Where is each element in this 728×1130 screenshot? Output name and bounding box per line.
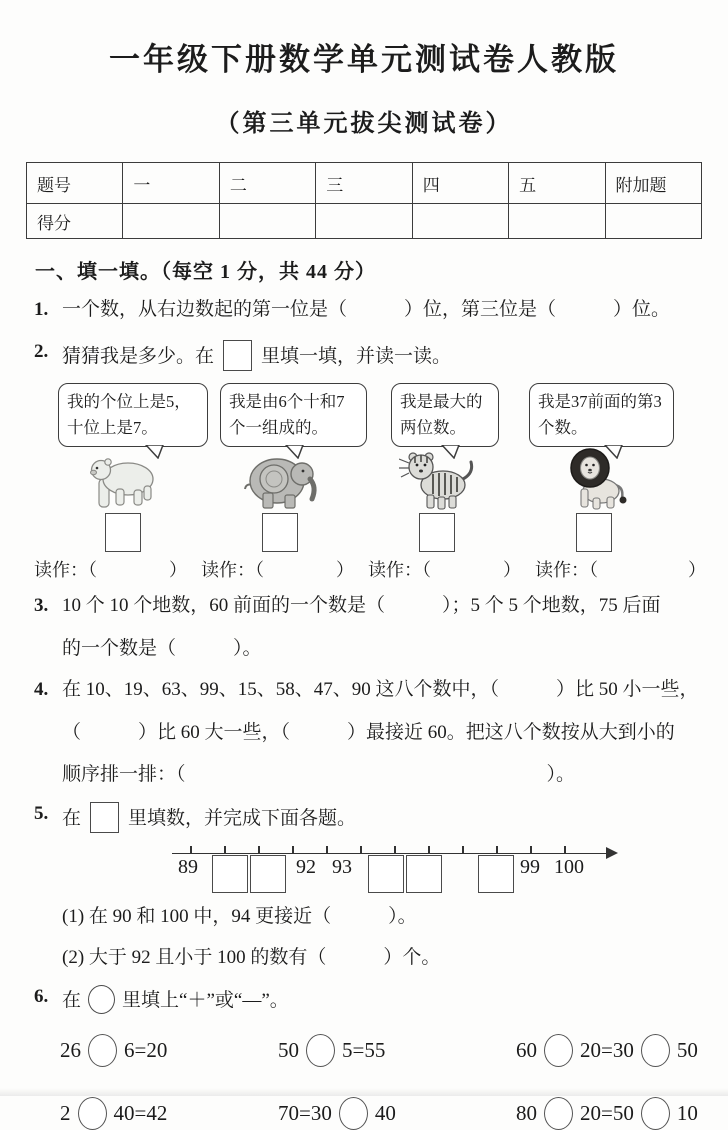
- equation-text: 60: [516, 1038, 537, 1063]
- question-4: [0, 678, 728, 788]
- equation-text: 5=55: [342, 1038, 386, 1063]
- equation: [60, 1034, 278, 1067]
- question-2-number: 2.: [34, 340, 49, 362]
- duzuo-row: [34, 556, 728, 582]
- score-table-header-label: 题号: [27, 163, 123, 204]
- question-6-number: 6.: [34, 986, 49, 1008]
- equation-text: 10: [676, 1101, 698, 1126]
- answer-box[interactable]: [576, 513, 612, 552]
- operator-circle[interactable]: [306, 1034, 335, 1067]
- page-title: 一年级下册数学单元测试卷人教版: [109, 42, 619, 77]
- speech-bubble-2-text: 我是由6个十和7个一组成的。: [229, 391, 345, 438]
- equation: [278, 1097, 516, 1130]
- question-5-sub-1-text: (1) 在 90 和 100 中，94 更接近（ ）。: [62, 905, 417, 927]
- equation-text: 2: [60, 1101, 71, 1126]
- answer-box[interactable]: [478, 855, 514, 893]
- question-1-number: 1.: [34, 299, 49, 320]
- equation-text: 20=50: [580, 1101, 634, 1126]
- question-6-text-post: 里填上“＋”或“—”。: [122, 990, 289, 1012]
- question-5-sub-2-text: (2) 大于 92 且小于 100 的数有（ ）个。: [62, 946, 441, 968]
- speech-bubble-4: [529, 383, 674, 448]
- page-subtitle: （第三单元拔尖测试卷）: [215, 111, 513, 137]
- equation-text: 50: [278, 1038, 299, 1063]
- score-cell[interactable]: [219, 204, 315, 239]
- number-line-arrow-icon: [606, 847, 618, 859]
- question-5: [0, 802, 728, 833]
- question-4-line-1: 在 10、19、63、99、15、58、47、90 这八个数中，（ ）比 50 小一些，: [62, 678, 699, 700]
- operator-circle[interactable]: [78, 1097, 107, 1130]
- question-3-line-1: 10 个 10 个地数，60 前面的一个数是（ ）；5 个 5 个地数，75 后面: [62, 595, 661, 617]
- operator-circle[interactable]: [641, 1034, 670, 1067]
- answer-box[interactable]: [406, 855, 442, 893]
- equation: [516, 1097, 728, 1130]
- number-line-label: 89: [178, 855, 198, 878]
- duzuo-blank-3: 读作：（ ）: [368, 560, 521, 581]
- score-cell[interactable]: [412, 204, 508, 239]
- score-cell[interactable]: [316, 204, 412, 239]
- question-6: [0, 985, 728, 1014]
- question-4-line-3: 顺序排一排：（ ）。: [62, 764, 576, 786]
- operator-circle[interactable]: [88, 985, 115, 1014]
- question-2-text-post: 里填一填，并读一读。: [261, 345, 452, 367]
- answer-box[interactable]: [250, 855, 286, 893]
- section-1-heading: 一、填一填。（每空 1 分，共 44 分）: [35, 261, 376, 283]
- equation-text: 70=30: [278, 1101, 332, 1126]
- duzuo-blank-2: 读作：（ ）: [201, 560, 354, 581]
- operator-circle[interactable]: [544, 1034, 573, 1067]
- bubble-tail: [441, 445, 461, 459]
- bubble-tail: [145, 445, 165, 459]
- question-5-sub-2: [0, 946, 728, 971]
- lion-icon: [557, 451, 631, 511]
- animal-cell-tiger: [358, 451, 515, 552]
- score-table-score-label: 得分: [27, 204, 123, 239]
- question-5-text-post: 里填数，并完成下面各题。: [128, 807, 357, 829]
- question-2-text-pre: 猜猜我是多少。在: [62, 345, 215, 367]
- equation-text: 20=30: [580, 1038, 634, 1063]
- equation-grid: [60, 1034, 728, 1130]
- polar-bear-icon: [85, 451, 161, 511]
- fill-in-box[interactable]: [90, 802, 119, 833]
- score-cell[interactable]: [605, 204, 701, 239]
- table-row: [27, 204, 702, 239]
- answer-box[interactable]: [262, 513, 298, 552]
- question-5-number: 5.: [34, 802, 49, 824]
- speech-bubble-3: [391, 383, 499, 448]
- number-line-label: 93: [332, 855, 352, 878]
- score-table-col: 一: [123, 163, 219, 204]
- number-line-label: 92: [296, 855, 316, 878]
- equation-text: 40=42: [113, 1101, 168, 1126]
- elephant-icon: [239, 451, 321, 511]
- table-row: [27, 163, 702, 204]
- animal-cell-polar-bear: [44, 451, 201, 552]
- speech-bubble-row: [58, 383, 728, 448]
- equation-text: 26: [60, 1038, 81, 1063]
- answer-box[interactable]: [105, 513, 141, 552]
- answer-box[interactable]: [212, 855, 248, 893]
- operator-circle[interactable]: [641, 1097, 670, 1130]
- question-5-text-pre: 在: [62, 807, 82, 829]
- answer-box[interactable]: [419, 513, 455, 552]
- question-6-text-pre: 在: [62, 990, 82, 1012]
- duzuo-blank-1: 读作：（ ）: [34, 560, 187, 581]
- question-3: [0, 594, 728, 661]
- speech-bubble-4-text: 我是37前面的第3个数。: [538, 391, 662, 438]
- tiger-icon: [399, 451, 475, 511]
- equation: [278, 1034, 516, 1067]
- score-table: [26, 162, 702, 239]
- animal-cell-elephant: [201, 451, 358, 552]
- score-table-col: 三: [316, 163, 412, 204]
- question-3-line-2: 的一个数是（ ）。: [62, 638, 262, 660]
- duzuo-blank-4: 读作：（ ）: [535, 560, 706, 581]
- bubble-tail: [604, 445, 624, 459]
- question-1: [0, 298, 728, 323]
- equation: [60, 1097, 278, 1130]
- score-cell[interactable]: [123, 204, 219, 239]
- operator-circle[interactable]: [88, 1034, 117, 1067]
- speech-bubble-2: [220, 383, 367, 448]
- number-line-label: 99: [520, 855, 540, 878]
- score-table-col: 附加题: [605, 163, 701, 204]
- question-3-number: 3.: [34, 595, 49, 617]
- score-table-col: 五: [509, 163, 605, 204]
- score-table-col: 二: [219, 163, 315, 204]
- number-line-axis: [172, 853, 608, 854]
- animal-row: [44, 451, 728, 552]
- answer-box[interactable]: [368, 855, 404, 893]
- question-5-sub-1: [0, 905, 728, 930]
- number-line-label: 100: [554, 855, 584, 878]
- animal-cell-lion: [515, 451, 672, 552]
- operator-circle[interactable]: [544, 1097, 573, 1130]
- score-cell[interactable]: [509, 204, 605, 239]
- number-line: [172, 839, 632, 895]
- equation: [516, 1034, 728, 1067]
- operator-circle[interactable]: [339, 1097, 368, 1130]
- question-4-number: 4.: [34, 678, 49, 700]
- question-4-line-2: （ ）比 60 大一些，（ ）最接近 60。把这八个数按从大到小的: [62, 721, 675, 743]
- fill-in-box[interactable]: [223, 340, 252, 371]
- equation-text: 6=20: [124, 1038, 168, 1063]
- equation-text: 40: [374, 1101, 396, 1126]
- score-table-col: 四: [412, 163, 508, 204]
- speech-bubble-1-text: 我的个位上是5，十位上是7。: [67, 391, 191, 438]
- speech-bubble-1: [58, 383, 208, 448]
- equation-text: 50: [676, 1038, 698, 1063]
- question-1-text: 一个数，从右边数起的第一位是（ ）位，第三位是（ ）位。: [62, 299, 671, 320]
- equation-text: 80: [516, 1101, 537, 1126]
- bubble-tail: [285, 445, 305, 459]
- question-2: [0, 340, 728, 371]
- speech-bubble-3-text: 我是最大的两位数。: [400, 391, 483, 438]
